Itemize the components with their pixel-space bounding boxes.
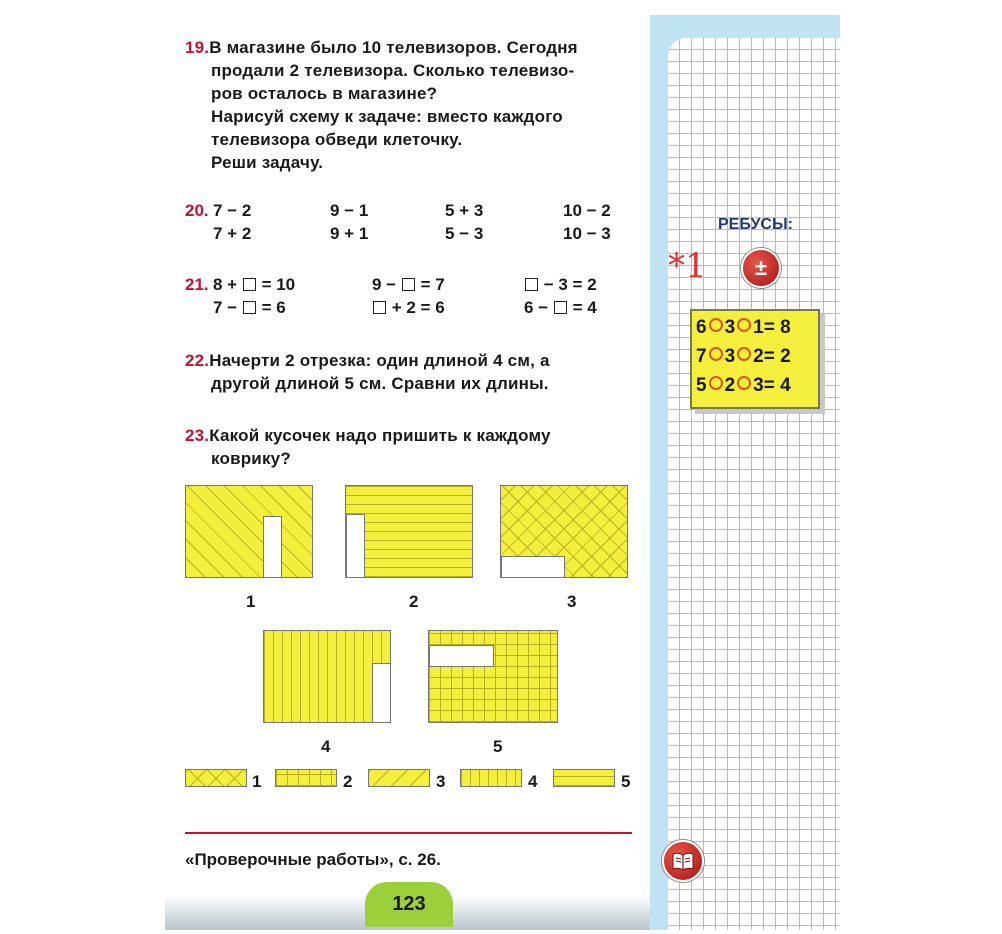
sidebar-grid-paper [668, 38, 840, 930]
task-20-expression: 9 + 1 [330, 224, 369, 243]
task-19 [185, 36, 630, 174]
task-20-expression: 9 − 1 [330, 201, 369, 220]
book-icon [662, 840, 704, 882]
task-20-expression: 10 − 3 [563, 224, 611, 243]
rug-2 [345, 485, 473, 578]
piece-1-label: 1 [252, 772, 262, 791]
rebus-row: 7 3 2= 2 [696, 346, 791, 367]
blank-box [402, 278, 415, 291]
task-19-line-6: Реши задачу. [211, 153, 324, 172]
task-21-number: 21. [185, 275, 209, 294]
rug-5-missing-piece [429, 645, 494, 667]
rug-2-missing-piece [346, 514, 365, 578]
task-19-line-1: 19.В магазине было 10 телевизоров. Сегодня [185, 38, 578, 57]
blank-box [243, 301, 256, 314]
piece-4-label: 4 [528, 772, 538, 791]
piece-2-label: 2 [343, 772, 353, 791]
piece-5-label: 5 [621, 772, 631, 791]
rug-1 [185, 485, 313, 578]
operator-circle [709, 347, 723, 361]
blank-box [373, 301, 386, 314]
rug-5-label: 5 [493, 737, 503, 756]
operator-circle [709, 318, 723, 332]
book-icon-glyph [672, 851, 694, 871]
rug-1-missing-piece [263, 516, 282, 578]
task-19-number: 19. [185, 38, 210, 57]
task-23: 23.Какой кусочек надо пришить к каждому коврику? [185, 426, 551, 468]
task-19-line-3: ров осталось в магазине? [211, 84, 438, 103]
rebus-row: 5 2 3= 4 [696, 375, 791, 396]
rug-1-label: 1 [246, 592, 256, 611]
task-21-equation: + 2 = 6 [372, 298, 445, 318]
task-23-number: 23. [185, 426, 210, 445]
piece-4 [460, 769, 522, 787]
rug-3 [500, 485, 628, 578]
blank-box [554, 301, 567, 314]
task-19-line-2: продали 2 телевизора. Сколько телевизо- [211, 61, 575, 80]
rug-5 [428, 630, 558, 723]
star-mark: *1 [668, 246, 707, 286]
task-19-line-5: телевизора обведи клеточку. [211, 130, 463, 149]
task-21-equation: 9 − = 7 [372, 275, 445, 294]
rug-2-label: 2 [409, 592, 419, 611]
rebus-row: 6 3 1= 8 [696, 317, 791, 338]
operator-circle [737, 318, 751, 332]
task-22: 22.Начерти 2 отрезка: один длиной 4 см, а другой длиной 5 см. Сравни их длины. [185, 351, 550, 393]
task-21-equation: 8 + = 10 [213, 275, 296, 294]
piece-5 [553, 769, 615, 787]
task-21-equation: − 3 = 2 [524, 275, 597, 295]
task-20-expression: 5 + 3 [445, 201, 484, 220]
piece-1 [185, 769, 247, 787]
operator-circle [737, 347, 751, 361]
rug-4 [263, 630, 391, 723]
operator-circle [737, 376, 751, 390]
page-number: 123 [365, 882, 453, 927]
task-20-expression: 7 + 2 [213, 224, 252, 243]
task-20-expression: 7 − 2 [213, 201, 252, 220]
blank-box [525, 278, 538, 291]
blank-box [243, 278, 256, 291]
task-22-number: 22. [185, 351, 210, 370]
rebus-box [690, 309, 820, 409]
task-21-equation: 6 − = 4 [524, 298, 597, 317]
rug-4-missing-piece [372, 663, 391, 723]
task-20-expression: 10 − 2 [563, 201, 611, 220]
rug-3-missing-piece [501, 556, 565, 578]
piece-3-label: 3 [436, 772, 446, 791]
rebus-title: РЕБУСЫ: [718, 216, 793, 233]
task-20-number: 20. [185, 201, 209, 220]
task-20-expression: 5 − 3 [445, 224, 484, 243]
piece-2 [275, 769, 337, 787]
task-21-equation: 7 − = 6 [213, 298, 286, 317]
footer-divider [185, 832, 632, 834]
rug-3-label: 3 [567, 592, 577, 611]
footer-reference: «Проверочные работы», с. 26. [185, 850, 441, 869]
operator-circle [709, 376, 723, 390]
task-19-line-4: Нарисуй схему к задаче: вместо каждого [211, 107, 563, 126]
piece-3 [368, 769, 430, 787]
rug-4-label: 4 [321, 737, 331, 756]
plus-minus-icon: ± [741, 248, 781, 288]
